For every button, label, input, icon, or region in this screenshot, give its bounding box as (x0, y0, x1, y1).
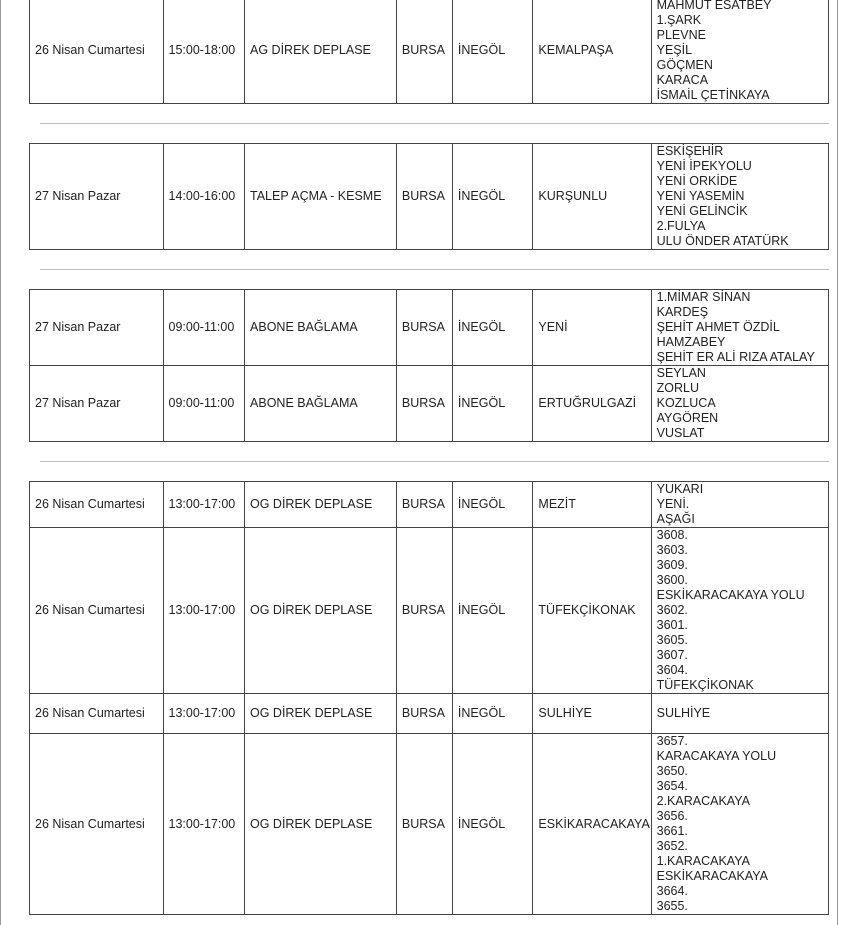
outage-type: OG DİREK DEPLASE (245, 694, 397, 734)
street-name: ESKİKARACAKAYA YOLU (656, 588, 805, 602)
table-row (30, 290, 829, 366)
street-name: HAMZABEY (656, 335, 726, 349)
street-name: GÖÇMEN (656, 58, 713, 72)
outage-date: 26 Nisan Cumartesi (30, 528, 164, 694)
group-separator (30, 250, 829, 290)
separator-cell (30, 442, 829, 482)
outage-neighborhood: TÜFEKÇİKONAK (533, 528, 651, 694)
outage-neighborhood: SULHİYE (533, 694, 651, 734)
outage-time: 13:00-17:00 (163, 528, 245, 694)
street-name: ZORLU (656, 381, 699, 395)
outage-district: İNEGÖL (452, 734, 533, 915)
outage-type: OG DİREK DEPLASE (245, 528, 397, 694)
outage-streets (651, 290, 828, 366)
street-name: YENİ ORKİDE (656, 174, 738, 188)
outage-city: BURSA (396, 482, 452, 528)
outage-date: 27 Nisan Pazar (30, 144, 164, 250)
street-name: 3657. (656, 734, 688, 748)
street-name: 3600. (656, 573, 688, 587)
outage-time: 13:00-17:00 (163, 694, 245, 734)
outage-schedule-table (29, 0, 829, 915)
street-name: 2.FULYA (656, 219, 706, 233)
separator-cell (30, 104, 829, 144)
outage-type: TALEP AÇMA - KESME (245, 144, 397, 250)
separator-rule (40, 123, 829, 124)
outage-time: 09:00-11:00 (163, 290, 245, 366)
outage-type: OG DİREK DEPLASE (245, 734, 397, 915)
street-name: AŞAĞI (656, 512, 695, 526)
outage-city: BURSA (396, 0, 452, 104)
street-name: 1.ŞARK (656, 13, 702, 27)
outage-date: 26 Nisan Cumartesi (30, 734, 164, 915)
street-name: KARACA (656, 73, 709, 87)
street-name: 3656. (656, 809, 688, 823)
outage-neighborhood: ESKİKARACAKAYA (533, 734, 651, 915)
table-row (30, 528, 829, 694)
street-name: YENİ GELİNCİK (656, 204, 748, 218)
table-row (30, 694, 829, 734)
separator-rule (40, 269, 829, 270)
outage-streets (651, 144, 828, 250)
outage-time: 15:00-18:00 (163, 0, 245, 104)
outage-neighborhood: ERTUĞRULGAZİ (533, 366, 651, 442)
street-name: 2.KARACAKAYA (656, 794, 750, 808)
street-name: SEYLAN (656, 366, 706, 380)
street-name: PLEVNE (656, 28, 706, 42)
outage-date: 26 Nisan Cumartesi (30, 482, 164, 528)
table-row (30, 482, 829, 528)
street-name: İSMAİL ÇETİNKAYA (656, 88, 770, 102)
page-left-edge (0, 0, 1, 925)
outage-city: BURSA (396, 528, 452, 694)
outage-streets (651, 366, 828, 442)
table-row (30, 366, 829, 442)
outage-streets (651, 734, 828, 915)
street-name: 3604. (656, 663, 688, 677)
street-name: TÜFEKÇİKONAK (656, 678, 754, 692)
outage-city: BURSA (396, 366, 452, 442)
street-name: KARDEŞ (656, 305, 709, 319)
street-name: YENİ YASEMİN (656, 189, 745, 203)
outage-neighborhood: KEMALPAŞA (533, 0, 651, 104)
street-name: YENİ. (656, 497, 690, 511)
street-name: YENİ İPEKYOLU (656, 159, 752, 173)
outage-type: ABONE BAĞLAMA (245, 290, 397, 366)
street-name: YEŞİL (656, 43, 693, 57)
table-row (30, 144, 829, 250)
outage-date: 27 Nisan Pazar (30, 290, 164, 366)
page-right-edge (837, 0, 838, 925)
street-name: AYGÖREN (656, 411, 719, 425)
outage-district: İNEGÖL (452, 290, 533, 366)
outage-type: AG DİREK DEPLASE (245, 0, 397, 104)
outage-schedule-body (30, 0, 829, 915)
outage-date: 26 Nisan Cumartesi (30, 694, 164, 734)
outage-date: 27 Nisan Pazar (30, 366, 164, 442)
outage-streets (651, 528, 828, 694)
street-name: 3655. (656, 899, 688, 913)
outage-date: 26 Nisan Cumartesi (30, 0, 164, 104)
street-name: 3664. (656, 884, 688, 898)
street-name: VUSLAT (656, 426, 705, 440)
outage-streets (651, 482, 828, 528)
outage-district: İNEGÖL (452, 0, 533, 104)
street-name: 3661. (656, 824, 688, 838)
outage-city: BURSA (396, 734, 452, 915)
table-row (30, 734, 829, 915)
outage-city: BURSA (396, 144, 452, 250)
outage-time: 13:00-17:00 (163, 734, 245, 915)
outage-district: İNEGÖL (452, 144, 533, 250)
street-name: SULHİYE (656, 706, 711, 720)
outage-streets (651, 0, 828, 104)
street-name: ŞEHİT AHMET ÖZDİL (656, 320, 780, 334)
street-name: 3609. (656, 558, 688, 572)
street-name: 3652. (656, 839, 688, 853)
outage-neighborhood: YENİ (533, 290, 651, 366)
street-name: KARACAKAYA YOLU (656, 749, 777, 763)
street-name: KOZLUCA (656, 396, 716, 410)
outage-district: İNEGÖL (452, 528, 533, 694)
street-name: 3654. (656, 779, 688, 793)
outage-neighborhood: KURŞUNLU (533, 144, 651, 250)
outage-city: BURSA (396, 694, 452, 734)
street-name: ŞEHİT ER ALİ RIZA ATALAY (656, 350, 815, 364)
street-name: 3605. (656, 633, 688, 647)
street-name: ESKİŞEHİR (656, 144, 724, 158)
street-name: 3608. (656, 528, 688, 542)
street-name: ESKİKARACAKAYA (656, 869, 769, 883)
street-name: MAHMUT ESATBEY (656, 0, 772, 12)
street-name: 3602. (656, 603, 688, 617)
street-name: 1.MİMAR SİNAN (656, 290, 751, 304)
group-separator (30, 104, 829, 144)
outage-district: İNEGÖL (452, 482, 533, 528)
street-name: YUKARI (656, 482, 704, 496)
separator-cell (30, 250, 829, 290)
outage-type: OG DİREK DEPLASE (245, 482, 397, 528)
separator-rule (40, 461, 829, 462)
outage-district: İNEGÖL (452, 694, 533, 734)
group-separator (30, 442, 829, 482)
street-name: 3607. (656, 648, 688, 662)
outage-type: ABONE BAĞLAMA (245, 366, 397, 442)
outage-time: 09:00-11:00 (163, 366, 245, 442)
outage-time: 14:00-16:00 (163, 144, 245, 250)
outage-time: 13:00-17:00 (163, 482, 245, 528)
street-name: ULU ÖNDER ATATÜRK (656, 234, 789, 248)
table-row (30, 0, 829, 104)
street-name: 3650. (656, 764, 688, 778)
street-name: 1.KARACAKAYA (656, 854, 750, 868)
outage-city: BURSA (396, 290, 452, 366)
street-name: 3603. (656, 543, 688, 557)
outage-district: İNEGÖL (452, 366, 533, 442)
outage-neighborhood: MEZİT (533, 482, 651, 528)
street-name: 3601. (656, 618, 688, 632)
outage-streets (651, 694, 828, 734)
